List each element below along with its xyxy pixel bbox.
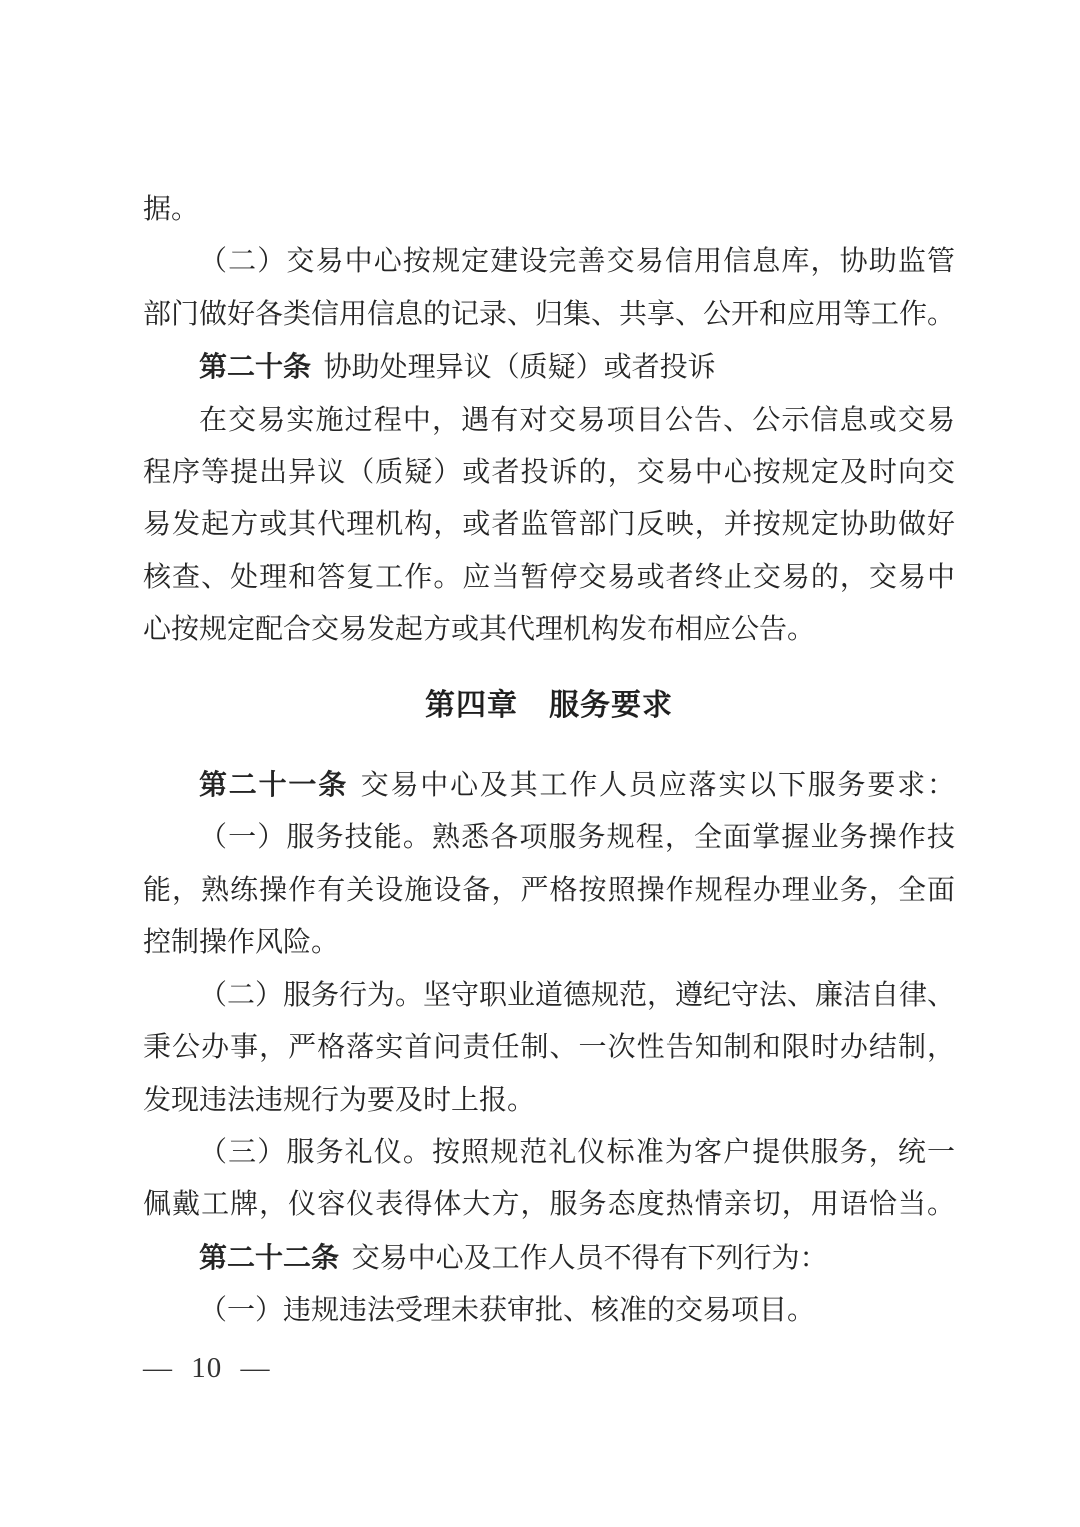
body-line: （二）服务行为。坚守职业道德规范，遵纪守法、廉洁自律、 [199,979,956,1011]
body-line: （一）违规违法受理未获审批、核准的交易项目。 [199,1295,816,1327]
body-line: 能，熟练操作有关设施设备，严格按照操作规程办理业务，全面 [143,874,955,906]
body-line: 在交易实施过程中，遇有对交易项目公告、公示信息或交易 [199,404,955,436]
body-line: 核查、处理和答复工作。应当暂停交易或者终止交易的，交易中 [143,561,955,593]
body-line: 易发起方或其代理机构，或者监管部门反映，并按规定协助做好 [143,509,955,541]
body-line: 发现违法违规行为要及时上报。 [143,1084,536,1116]
article-22-text: 交易中心及工作人员不得有下列行为： [351,1242,828,1274]
article-22-heading [143,1232,955,1285]
article-20-title: 协助处理异议（质疑）或者投诉 [323,352,716,384]
body-line: 佩戴工牌，仪容仪表得体大方，服务态度热情亲切，用语恰当。 [143,1189,955,1221]
article-21-text: 交易中心及其工作人员应落实以下服务要求： [360,770,955,802]
article-21-number: 第二十一条 [199,769,349,801]
body-line: （一）服务技能。熟悉各项服务规程，全面掌握业务操作技 [199,822,955,854]
article-21-heading [143,759,955,812]
chapter-4-heading: 第四章 服务要求 [425,688,673,722]
body-line: 控制操作风险。 [143,927,340,959]
body-line-continuation: 据。 [143,194,200,225]
page-number: — 10 — [143,1352,271,1384]
body-line: （三）服务礼仪。按照规范礼仪标准为客户提供服务，统一 [199,1136,955,1168]
article-20-number: 第二十条 [199,351,312,383]
body-line: 程序等提出异议（质疑）或者投诉的，交易中心按规定及时向交 [143,457,955,489]
body-line: 秉公办事，严格落实首问责任制、一次性告知制和限时办结制， [143,1032,955,1064]
body-line: 部门做好各类信用信息的记录、归集、共享、公开和应用等工作。 [143,298,956,330]
article-22-number: 第二十二条 [199,1241,340,1273]
body-line: 心按规定配合交易发起方或其代理机构发布相应公告。 [143,614,816,646]
body-line: （二）交易中心按规定建设完善交易信用信息库，协助监管 [199,246,955,278]
article-20-heading [143,341,955,394]
